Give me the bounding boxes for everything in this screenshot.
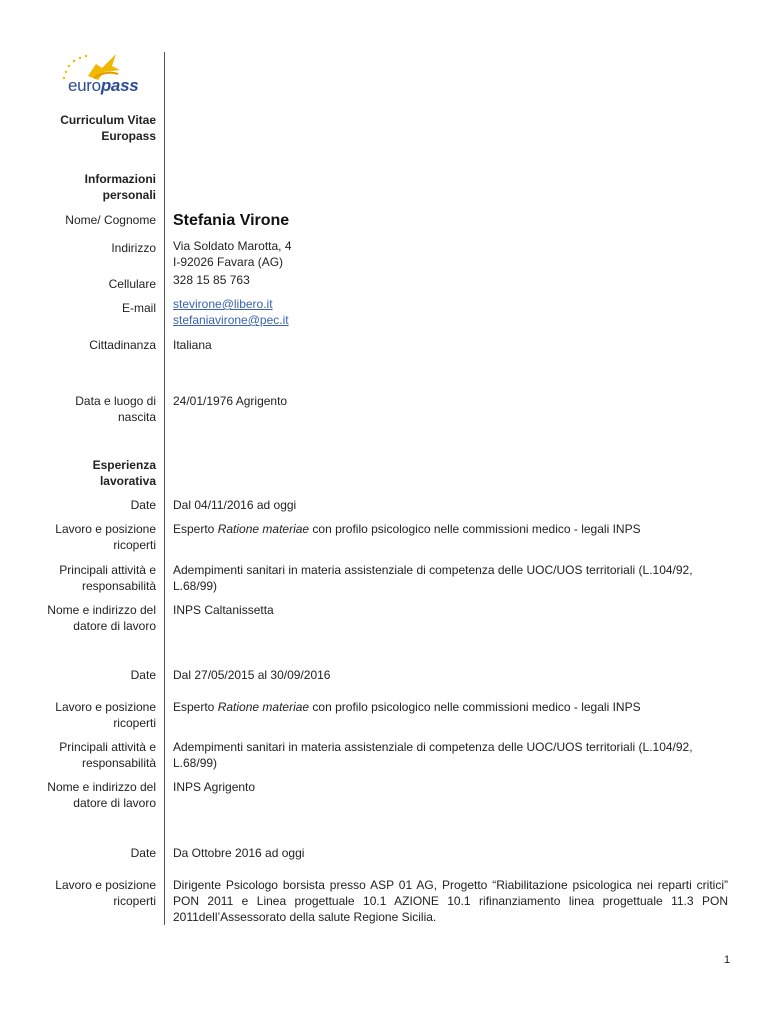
exp2-employer: INPS Agrigento [173,780,256,794]
section-personal-l1: Informazioni [84,172,156,186]
address-value [173,238,728,270]
exp2-job [173,699,728,715]
phone-label: Cellulare [108,277,156,291]
name-label: Nome/ Cognome [65,213,156,227]
exp1-job-label-l2: ricoperti [113,538,156,552]
page-number: 1 [724,954,731,966]
exp3-date-label: Date [130,846,156,860]
person-name: Stefania Virone [173,212,290,229]
exp1-job-pre: Esperto [173,522,218,536]
cv-title-line1: Curriculum Vitae [60,113,156,127]
exp2-job-label [26,699,156,731]
cv-title-line2: Europass [101,129,156,143]
birth-label-l1: Data e luogo di [75,394,156,408]
email-label: E-mail [121,301,156,315]
email-link-1[interactable]: stevirone@libero.it [173,297,273,311]
exp2-employer-label [26,779,156,811]
section-experience-label [26,457,156,489]
europass-wordmark: europass [68,76,139,95]
exp2-resp: Adempimenti sanitari in materia assistenziale di competenza delle UOC/UOS territoriali (L.104/92, L.68/99) [173,740,693,770]
exp2-job-post: con profilo psicologico nelle commissioni medico - legali INPS [309,700,641,714]
exp1-employer-label-l2: datore di lavoro [73,619,156,633]
exp2-resp-label-l2: responsabilità [81,756,156,770]
birth-label-l2: nascita [117,410,156,424]
exp2-date: Dal 27/05/2015 al 30/09/2016 [173,668,331,682]
exp1-job [173,521,728,537]
europass-logo [58,52,150,102]
cv-title [60,112,156,144]
exp1-resp-label-l2: responsabilità [81,579,156,593]
exp1-job-post: con profilo psicologico nelle commissioni medico - legali INPS [309,522,641,536]
exp2-job-label-l1: Lavoro e posizione [55,700,156,714]
exp1-employer-label-l1: Nome e indirizzo del [47,603,156,617]
exp2-resp-label-l1: Principali attività e [59,740,156,754]
exp1-resp-label [26,562,156,594]
birth-label [26,393,156,425]
exp1-resp-label-l1: Principali attività e [59,563,156,577]
exp2-resp-label [26,739,156,771]
section-personal-l2: personali [102,188,156,202]
address-line2: I-92026 Favara (AG) [173,255,284,269]
exp1-employer-label [26,602,156,634]
exp1-job-label [26,521,156,553]
exp1-job-em: Ratione materiae [217,522,310,536]
exp2-employer-label-l1: Nome e indirizzo del [47,780,156,794]
address-line1: Via Soldato Marotta, 4 [173,239,292,253]
section-experience-l1: Esperienza [92,458,156,472]
exp1-resp: Adempimenti sanitari in materia assistenziale di competenza delle UOC/UOS territoriali (L.104/92, L.68/99) [173,563,693,593]
exp3-job-label-l2: ricoperti [113,894,156,908]
exp1-job-label-l1: Lavoro e posizione [55,522,156,536]
exp2-date-label: Date [130,668,156,682]
exp1-employer: INPS Caltanissetta [173,603,274,617]
column-divider [164,52,165,925]
citizenship-value: Italiana [173,338,212,352]
section-experience-l2: lavorativa [99,474,156,488]
email-link-2[interactable]: stefaniavirone@pec.it [173,313,289,327]
phone-value: 328 15 85 763 [173,273,250,287]
exp2-employer-label-l2: datore di lavoro [73,796,156,810]
exp2-job-label-l2: ricoperti [113,716,156,730]
exp3-job: Dirigente Psicologo borsista presso ASP 01 AG, Progetto “Riabilitazione psicologica nei reparti critici” PON 2011 e Linea progettuale 10.1 AZIONE 10.1 rifinanziamento linea progettuale 11.3 PON 2011dell’Assessorato della salute Regione Sicilia. [173,878,728,924]
exp1-date-label: Date [130,498,156,512]
exp3-job-label [26,877,156,909]
exp2-job-em: Ratione materiae [217,700,310,714]
address-label: Indirizzo [111,241,156,255]
email-values [173,296,728,328]
birth-value: 24/01/1976 Agrigento [173,394,288,408]
exp3-date: Da Ottobre 2016 ad oggi [173,846,305,860]
exp2-job-pre: Esperto [173,700,218,714]
section-personal-label [26,171,156,203]
exp1-date: Dal 04/11/2016 ad oggi [173,498,297,512]
citizenship-label: Cittadinanza [89,338,156,352]
exp3-job-label-l1: Lavoro e posizione [55,878,156,892]
